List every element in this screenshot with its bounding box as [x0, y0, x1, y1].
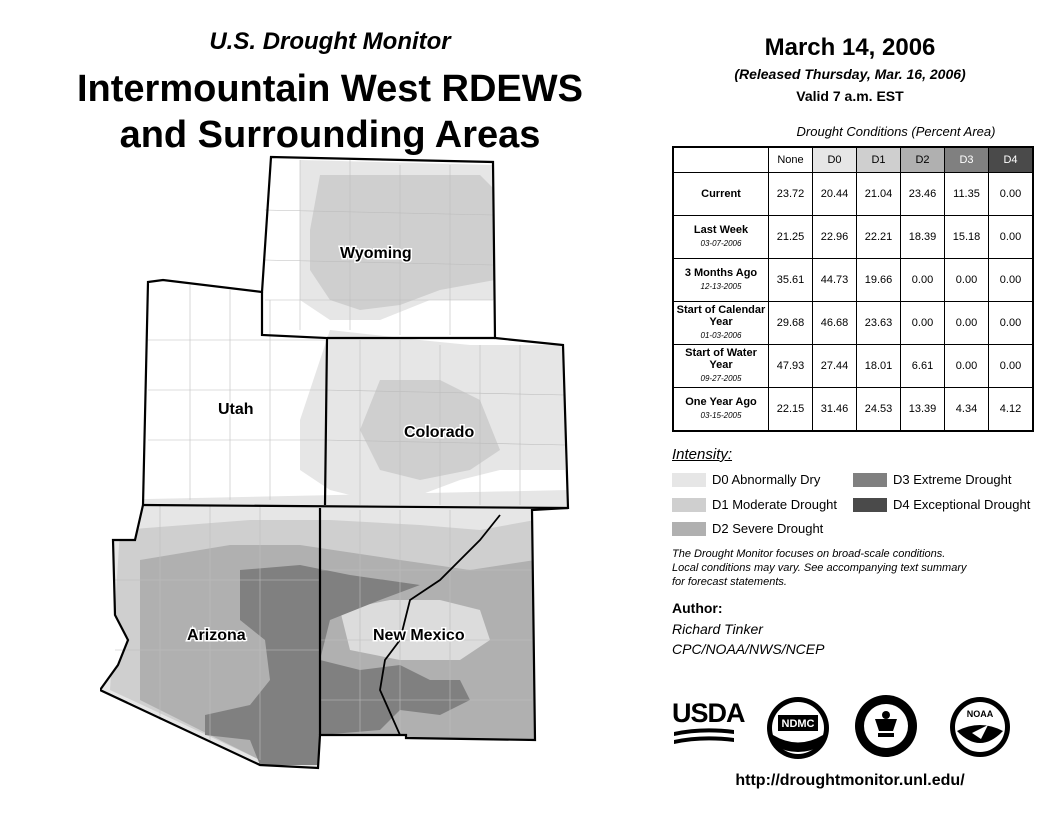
state-label-colorado: Colorado [404, 424, 475, 441]
author-heading: Author: [672, 600, 723, 616]
table-cell: 22.15 [769, 388, 813, 432]
table-row [673, 173, 1033, 216]
state-label-utah: Utah [218, 401, 254, 418]
table-cell: 0.00 [989, 216, 1034, 259]
legend-swatch-d0 [672, 473, 706, 487]
note-line-3: for forecast statements. [672, 576, 787, 588]
map-title [20, 66, 640, 158]
table-caption: Drought Conditions (Percent Area) [796, 124, 996, 139]
drought-conditions-table [672, 146, 1034, 432]
row-label [673, 388, 769, 432]
commerce-seal-icon [853, 693, 919, 759]
valid-time: Valid 7 a.m. EST [796, 88, 904, 104]
table-cell: 0.00 [945, 345, 989, 388]
ndmc-logo-text: NDMC [781, 718, 815, 730]
table-cell: 0.00 [989, 173, 1034, 216]
table-cell: 0.00 [989, 302, 1034, 345]
table-cell: 23.72 [769, 173, 813, 216]
row-label [673, 173, 769, 216]
legend-title: Intensity: [672, 446, 733, 463]
noaa-logo [948, 695, 1012, 759]
state-label-arizona: Arizona [187, 627, 246, 644]
table-cell: 21.04 [857, 173, 901, 216]
table-row [673, 216, 1033, 259]
table-cell: 18.01 [857, 345, 901, 388]
author-org: CPC/NOAA/NWS/NCEP [672, 641, 825, 657]
table-cell: 21.25 [769, 216, 813, 259]
row-label-text: Current [701, 188, 741, 200]
noaa-logo-text: NOAA [966, 709, 994, 719]
title-line-1: Intermountain West RDEWS [77, 68, 583, 110]
released-date: (Released Thursday, Mar. 16, 2006) [734, 66, 966, 82]
col-header: D1 [857, 147, 901, 173]
table-cell: 44.73 [813, 259, 857, 302]
header-blank [673, 147, 769, 173]
legend-swatch-d4 [853, 498, 887, 512]
website-link[interactable]: http://droughtmonitor.unl.edu/ [735, 772, 965, 789]
row-date: 12-13-2005 [700, 282, 742, 291]
table-cell: 6.61 [901, 345, 945, 388]
legend-swatch-d2 [672, 522, 706, 536]
table-cell: 4.12 [989, 388, 1034, 432]
table-cell: 22.21 [857, 216, 901, 259]
table-cell: 4.34 [945, 388, 989, 432]
legend-label-d3: D3 Extreme Drought [893, 472, 1012, 487]
table-header-row [673, 147, 1033, 173]
row-date: 09-27-2005 [700, 374, 742, 383]
row-label-text: One Year Ago [685, 396, 757, 408]
row-label-text: Start of Calendar Year [676, 304, 766, 328]
row-label-text: 3 Months Ago [684, 267, 758, 279]
table-cell: 19.66 [857, 259, 901, 302]
table-cell: 0.00 [989, 259, 1034, 302]
title-line-2: and Surrounding Areas [119, 114, 541, 156]
table-cell: 23.63 [857, 302, 901, 345]
legend-item-d3 [853, 472, 1012, 487]
table-cell: 0.00 [945, 302, 989, 345]
legend-swatch-d3 [853, 473, 887, 487]
legend-item-d4 [853, 497, 1030, 512]
disclaimer-note [672, 547, 1032, 589]
row-date: 03-15-2005 [700, 411, 742, 420]
table-cell: 13.39 [901, 388, 945, 432]
legend-label-d2: D2 Severe Drought [712, 521, 824, 536]
table-cell: 24.53 [857, 388, 901, 432]
table-row [673, 259, 1033, 302]
col-header: D0 [813, 147, 857, 173]
usda-logo-text: USDA [672, 698, 745, 728]
row-label [673, 216, 769, 259]
col-header: None [769, 147, 813, 173]
row-date: 03-07-2006 [700, 239, 742, 248]
row-label [673, 345, 769, 388]
row-label [673, 302, 769, 345]
usda-logo [672, 700, 745, 751]
table-cell: 22.96 [813, 216, 857, 259]
col-header: D4 [989, 147, 1034, 173]
note-line-2: Local conditions may vary. See accompanying text summary [672, 562, 967, 574]
legend-label-d1: D1 Moderate Drought [712, 497, 838, 512]
table-cell: 11.35 [945, 173, 989, 216]
author-name: Richard Tinker [672, 621, 763, 637]
usda-swoosh-icon [672, 726, 736, 746]
legend-label-d0: D0 Abnormally Dry [712, 472, 821, 487]
map-date: March 14, 2006 [764, 34, 936, 61]
legend-swatch-d1 [672, 498, 706, 512]
legend-label-d4: D4 Exceptional Drought [893, 497, 1031, 512]
table-cell: 31.46 [813, 388, 857, 432]
ndmc-logo [765, 695, 831, 761]
col-header: D2 [901, 147, 945, 173]
table-cell: 29.68 [769, 302, 813, 345]
table-row [673, 302, 1033, 345]
table-cell: 0.00 [901, 302, 945, 345]
legend-item-d1 [672, 497, 837, 512]
table-cell: 27.44 [813, 345, 857, 388]
table-cell: 18.39 [901, 216, 945, 259]
state-label-wyoming: Wyoming [340, 245, 412, 262]
drought-areas [100, 150, 580, 770]
row-label-text: Start of Water Year [685, 347, 757, 371]
table-cell: 35.61 [769, 259, 813, 302]
row-label-text: Last Week [693, 224, 749, 236]
table-cell: 0.00 [989, 345, 1034, 388]
map-subtitle: U.S. Drought Monitor [209, 28, 451, 55]
table-cell: 0.00 [901, 259, 945, 302]
table-row [673, 345, 1033, 388]
row-label [673, 259, 769, 302]
note-line-1: The Drought Monitor focuses on broad-scale conditions. [672, 548, 946, 560]
table-cell: 15.18 [945, 216, 989, 259]
table-cell: 20.44 [813, 173, 857, 216]
table-cell: 23.46 [901, 173, 945, 216]
table-cell: 46.68 [813, 302, 857, 345]
drought-map [100, 150, 580, 770]
table-row [673, 388, 1033, 432]
table-cell: 0.00 [945, 259, 989, 302]
row-date: 01-03-2006 [700, 331, 742, 340]
col-header: D3 [945, 147, 989, 173]
state-label-new-mexico: New Mexico [373, 627, 465, 644]
legend-item-d2 [672, 521, 823, 536]
table-cell: 47.93 [769, 345, 813, 388]
legend-item-d0 [672, 472, 820, 487]
